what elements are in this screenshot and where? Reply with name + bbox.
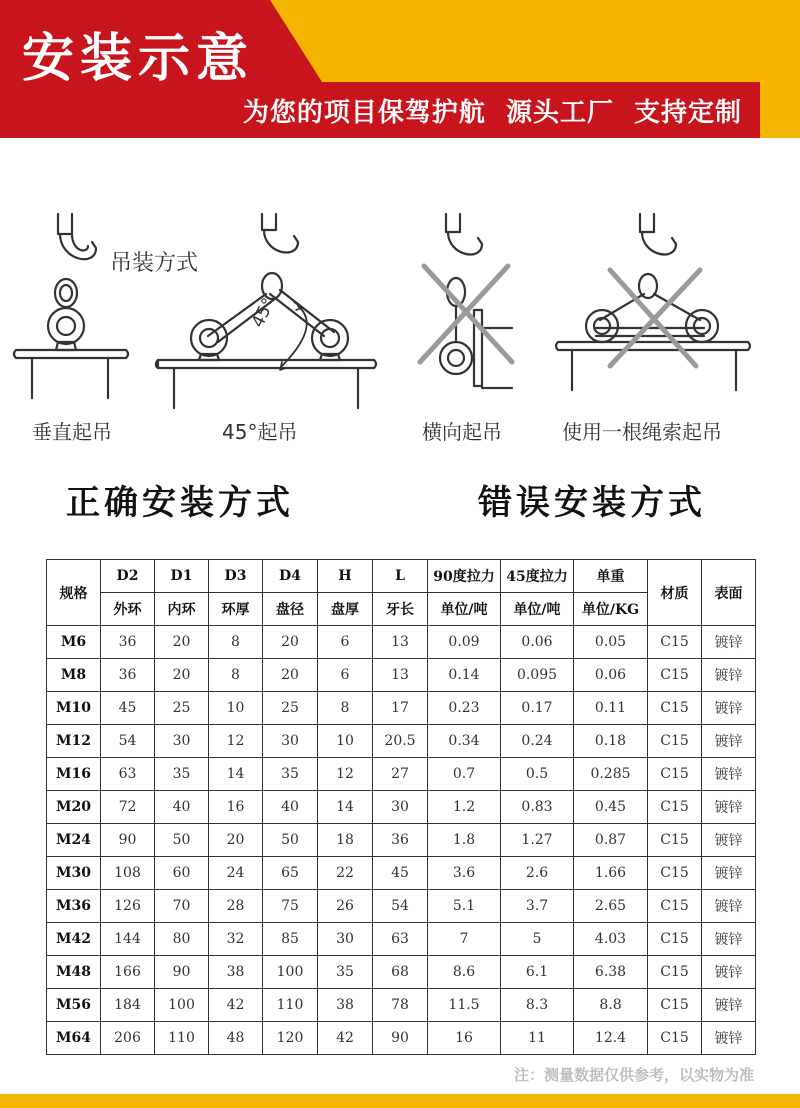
table-cell: 20 (263, 659, 318, 692)
table-cell: 90 (155, 956, 209, 989)
header-surface: 表面 (702, 560, 756, 626)
table-cell: 0.095 (501, 659, 574, 692)
table-cell: 1.8 (428, 824, 501, 857)
header-material: 材质 (648, 560, 702, 626)
angle-label: 45° (248, 294, 280, 331)
caption-vertical-lift: 垂直起吊 (32, 420, 112, 444)
table-cell: 50 (263, 824, 318, 857)
table-cell: 14 (209, 758, 263, 791)
table-cell: 6 (318, 626, 373, 659)
table-cell: 12 (318, 758, 373, 791)
header-d1: D1 (155, 560, 209, 593)
table-cell: C15 (648, 758, 702, 791)
table-cell: 20 (155, 626, 209, 659)
table-cell: 126 (101, 890, 155, 923)
table-cell: C15 (648, 659, 702, 692)
header-d3: D3 (209, 560, 263, 593)
table-cell: 7 (428, 923, 501, 956)
table-cell: 0.7 (428, 758, 501, 791)
table-cell: 镀锌 (702, 692, 756, 725)
table-row (47, 758, 756, 791)
section-correct-title: 正确安装方式 (66, 483, 294, 523)
hoisting-method-label: 吊装方式 (110, 251, 199, 276)
table-cell: 0.23 (428, 692, 501, 725)
table-cell: 25 (263, 692, 318, 725)
table-cell: 108 (101, 857, 155, 890)
table-cell: 镀锌 (702, 725, 756, 758)
table-row (47, 956, 756, 989)
vertical-lift-figure (14, 214, 128, 398)
table-cell-model: M64 (47, 1022, 101, 1055)
table-cell: 27 (373, 758, 428, 791)
table-cell: 20.5 (373, 725, 428, 758)
header-weight: 单重 (574, 560, 648, 593)
table-cell: 11.5 (428, 989, 501, 1022)
table-cell: 20 (263, 626, 318, 659)
table-cell: 8 (209, 659, 263, 692)
table-cell: 5.1 (428, 890, 501, 923)
table-cell: 12 (209, 725, 263, 758)
table-cell: 48 (209, 1022, 263, 1055)
table-cell: C15 (648, 890, 702, 923)
table-cell-model: M48 (47, 956, 101, 989)
table-cell: 120 (263, 1022, 318, 1055)
table-cell: 40 (155, 791, 209, 824)
table-cell: 40 (263, 791, 318, 824)
table-cell: 45 (373, 857, 428, 890)
table-cell: 90 (101, 824, 155, 857)
table-cell: C15 (648, 725, 702, 758)
table-row (47, 626, 756, 659)
table-cell: 42 (209, 989, 263, 1022)
table-cell: C15 (648, 989, 702, 1022)
table-cell: 3.7 (501, 890, 574, 923)
table-cell: 80 (155, 923, 209, 956)
table-row (47, 923, 756, 956)
table-cell: C15 (648, 857, 702, 890)
table-cell: 6 (318, 659, 373, 692)
table-cell: 镀锌 (702, 890, 756, 923)
table-cell: 10 (209, 692, 263, 725)
table-cell: 0.17 (501, 692, 574, 725)
table-cell: 85 (263, 923, 318, 956)
table-cell: 6.1 (501, 956, 574, 989)
table-cell: 0.5 (501, 758, 574, 791)
table-cell: 0.06 (501, 626, 574, 659)
table-cell: 184 (101, 989, 155, 1022)
table-cell: 32 (209, 923, 263, 956)
table-row (47, 791, 756, 824)
table-row (47, 659, 756, 692)
header-90-load: 90度拉力 (428, 560, 501, 593)
single-rope-figure (556, 214, 750, 390)
banner-subtitle: 为您的项目保驾护航 源头工厂 支持定制 (242, 98, 742, 128)
table-cell: 10 (318, 725, 373, 758)
spec-table-body (47, 626, 756, 1055)
table-cell: 镀锌 (702, 626, 756, 659)
table-cell: C15 (648, 923, 702, 956)
table-cell: 13 (373, 659, 428, 692)
table-cell: 镀锌 (702, 956, 756, 989)
table-row (47, 824, 756, 857)
table-cell: 镀锌 (702, 791, 756, 824)
table-cell: 36 (101, 626, 155, 659)
table-cell: 1.2 (428, 791, 501, 824)
table-cell: 35 (263, 758, 318, 791)
table-cell: 50 (155, 824, 209, 857)
table-cell: 28 (209, 890, 263, 923)
table-cell: 36 (101, 659, 155, 692)
table-cell: 0.14 (428, 659, 501, 692)
table-cell: 2.6 (501, 857, 574, 890)
table-cell: C15 (648, 956, 702, 989)
table-cell: 镀锌 (702, 758, 756, 791)
table-cell: C15 (648, 824, 702, 857)
table-cell-model: M30 (47, 857, 101, 890)
table-cell: 1.27 (501, 824, 574, 857)
table-cell: 镀锌 (702, 659, 756, 692)
table-cell-model: M56 (47, 989, 101, 1022)
table-cell: 38 (209, 956, 263, 989)
table-cell: 0.87 (574, 824, 648, 857)
table-cell: 30 (373, 791, 428, 824)
table-cell: 16 (428, 1022, 501, 1055)
table-cell: 5 (501, 923, 574, 956)
table-cell: 54 (373, 890, 428, 923)
table-cell: 镀锌 (702, 857, 756, 890)
table-cell: 36 (373, 824, 428, 857)
banner-title: 安装示意 (22, 29, 255, 89)
bottom-bar (0, 1094, 800, 1108)
table-row (47, 1022, 756, 1055)
header-unit-ton-45: 单位/吨 (501, 593, 574, 626)
header-disc-thickness: 盘厚 (318, 593, 373, 626)
caption-45-lift: 45°起吊 (222, 420, 298, 444)
table-cell: 镀锌 (702, 1022, 756, 1055)
table-cell: 30 (263, 725, 318, 758)
table-cell: 0.24 (501, 725, 574, 758)
header-disc-diameter: 盘径 (263, 593, 318, 626)
table-cell: 0.18 (574, 725, 648, 758)
header-45-load: 45度拉力 (501, 560, 574, 593)
header-unit-kg: 单位/KG (574, 593, 648, 626)
header-l: L (373, 560, 428, 593)
header-d2: D2 (101, 560, 155, 593)
table-cell: 16 (209, 791, 263, 824)
table-row (47, 692, 756, 725)
table-cell: 90 (373, 1022, 428, 1055)
table-cell: 8.6 (428, 956, 501, 989)
table-cell: 2.65 (574, 890, 648, 923)
header-ring-thickness: 环厚 (209, 593, 263, 626)
header-unit-ton-90: 单位/吨 (428, 593, 501, 626)
table-cell: C15 (648, 692, 702, 725)
table-cell: 0.09 (428, 626, 501, 659)
table-cell: 45 (101, 692, 155, 725)
table-cell: 24 (209, 857, 263, 890)
table-cell: 206 (101, 1022, 155, 1055)
table-cell: 镀锌 (702, 923, 756, 956)
table-cell: 11 (501, 1022, 574, 1055)
header-d4: D4 (263, 560, 318, 593)
table-cell: 20 (155, 659, 209, 692)
table-cell: 65 (263, 857, 318, 890)
table-cell: 20 (209, 824, 263, 857)
table-cell-model: M24 (47, 824, 101, 857)
caption-sideways-lift: 横向起吊 (422, 420, 502, 444)
table-cell: 166 (101, 956, 155, 989)
table-cell: C15 (648, 1022, 702, 1055)
table-cell-model: M10 (47, 692, 101, 725)
table-cell: 38 (318, 989, 373, 1022)
header-spec: 规格 (47, 560, 101, 626)
table-cell: C15 (648, 626, 702, 659)
table-cell: 0.05 (574, 626, 648, 659)
table-cell: 22 (318, 857, 373, 890)
table-cell: 54 (101, 725, 155, 758)
table-cell: 75 (263, 890, 318, 923)
measurement-note: 注：测量数据仅供参考，以实物为准 (513, 1066, 754, 1084)
table-cell: 3.6 (428, 857, 501, 890)
table-cell-model: M16 (47, 758, 101, 791)
table-cell: 144 (101, 923, 155, 956)
table-row (47, 890, 756, 923)
table-cell: C15 (648, 791, 702, 824)
table-row (47, 857, 756, 890)
table-cell-model: M6 (47, 626, 101, 659)
table-cell: 100 (263, 956, 318, 989)
table-cell: 12.4 (574, 1022, 648, 1055)
table-cell: 30 (155, 725, 209, 758)
header-outer-ring: 外环 (101, 593, 155, 626)
table-cell: 68 (373, 956, 428, 989)
table-cell: 8.8 (574, 989, 648, 1022)
table-cell: 14 (318, 791, 373, 824)
table-cell: 78 (373, 989, 428, 1022)
table-cell: 70 (155, 890, 209, 923)
table-cell: 60 (155, 857, 209, 890)
table-cell: 35 (155, 758, 209, 791)
table-cell-model: M8 (47, 659, 101, 692)
table-cell: 8 (318, 692, 373, 725)
table-cell: 72 (101, 791, 155, 824)
table-row (47, 989, 756, 1022)
table-cell: 6.38 (574, 956, 648, 989)
table-cell: 0.06 (574, 659, 648, 692)
table-cell: 110 (155, 1022, 209, 1055)
header-banner (0, 0, 800, 138)
header-thread-length: 牙长 (373, 593, 428, 626)
table-cell: 0.45 (574, 791, 648, 824)
table-row (47, 725, 756, 758)
table-cell: 100 (155, 989, 209, 1022)
table-cell: 26 (318, 890, 373, 923)
table-cell: 30 (318, 923, 373, 956)
table-cell: 0.83 (501, 791, 574, 824)
table-cell: 18 (318, 824, 373, 857)
table-cell: 8 (209, 626, 263, 659)
table-cell: 0.11 (574, 692, 648, 725)
table-cell: 42 (318, 1022, 373, 1055)
table-cell: 110 (263, 989, 318, 1022)
table-cell-model: M12 (47, 725, 101, 758)
caption-single-rope-lift: 使用一根绳索起吊 (562, 420, 722, 444)
table-cell: 35 (318, 956, 373, 989)
header-row-top (47, 560, 756, 593)
spec-table (46, 559, 756, 1055)
table-cell: 1.66 (574, 857, 648, 890)
table-cell: 8.3 (501, 989, 574, 1022)
table-cell: 63 (373, 923, 428, 956)
header-inner-ring: 内环 (155, 593, 209, 626)
table-cell-model: M42 (47, 923, 101, 956)
table-cell: 63 (101, 758, 155, 791)
table-cell: 17 (373, 692, 428, 725)
table-cell: 镀锌 (702, 824, 756, 857)
table-cell: 4.03 (574, 923, 648, 956)
table-cell-model: M20 (47, 791, 101, 824)
table-cell: 25 (155, 692, 209, 725)
table-cell: 镀锌 (702, 989, 756, 1022)
section-wrong-title: 错误安装方式 (478, 483, 706, 523)
header-h: H (318, 560, 373, 593)
table-cell: 0.34 (428, 725, 501, 758)
table-cell-model: M36 (47, 890, 101, 923)
table-cell: 13 (373, 626, 428, 659)
table-cell: 0.285 (574, 758, 648, 791)
